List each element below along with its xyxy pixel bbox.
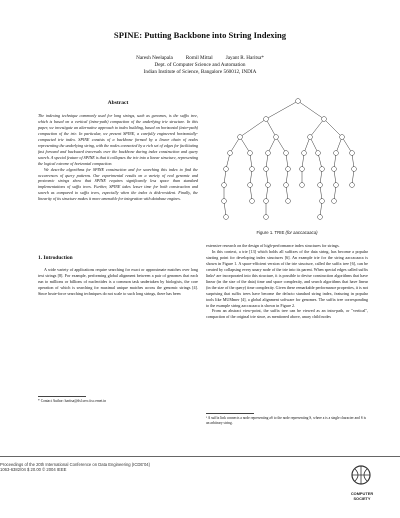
figure-trie — [206, 95, 368, 225]
logo-line: SOCIETY — [353, 496, 371, 501]
logo-line: COMPUTER — [350, 491, 374, 496]
abstract-heading: Abstract — [107, 100, 129, 106]
figure-caption — [206, 230, 368, 235]
footnote-divider — [206, 413, 254, 414]
body-paragraph: extensive research on the design of high-performance index structures for strings. — [206, 243, 340, 248]
figure-caption-label: Figure 1. TRIE — [256, 230, 286, 235]
trie-diagram — [206, 95, 368, 225]
computer-society-logo-icon — [339, 463, 383, 509]
bottom-divider — [0, 456, 400, 457]
footnote-contact: * Contact Author: haritsa@dsl.serc.iisc.ernet.in — [38, 399, 107, 403]
author-names: Naresh Neelapala Romil Mittal Jayant R. Haritsa* — [136, 55, 264, 61]
author-block — [0, 55, 400, 77]
right-column-body — [206, 243, 368, 320]
introduction-paragraph: A wide variety of applications require searching for exact or approximate matches over long text strings [8]. For example, performing global alignment between a pair of genomes that each run to millions or billions of nucleotides is a common task undertaken by biologists, the core operation of which is searching for maximal unique matches across the genomic strings [4]. Since brute-force searching techniques do not scale to such long strings, there has been — [38, 267, 198, 296]
footnote-suffix-link: ¹ A suffix link connects a node representing aS to the node representing S, where a is a single character and S is an arbitrary string. — [206, 416, 366, 425]
computer-society-logo-text — [337, 491, 387, 501]
footnote-divider — [38, 396, 86, 397]
abstract-paragraph: The indexing technique commonly used for long strings, such as genomes, is the suffix tree, which is based on a vertical (intra-path) compaction of the underlying trie structure. In this paper, we investigate an alternative approach to index building, based on horizontal (inter-path) compaction of the trie. In particular, we present SPINE, a carefully engineered horizontally-compacted trie index. SPINE consists of a backbone formed by a linear chain of nodes representing the underlying string, with the nodes connected by a rich set of edges for facilitating fast forward and backward traversals over the backbone during index construction and query search. A special feature of SPINE is that it collapses the trie into a linear structure, representing the logical extreme of horizontal compaction. — [38, 113, 198, 166]
abstract-paragraph: We describe algorithms for SPINE construction and for searching this index to find the occurrences of query patterns. Our experimental results on a variety of real genomic and proteomic strings show that SPINE requires significantly less space than standard implementations of suffix trees. Further, SPINE takes lesser time for both construction and search as compared to suffix trees, especially when the index is disk-resident. Finally, the linearity of its structure makes it more amenable for integration with database engines. — [38, 166, 198, 202]
copyright-line: 1063-6382/04 $ 20.00 © 2004 IEEE — [0, 467, 67, 473]
introduction-body — [38, 267, 198, 297]
author-institution: Indian Institute of Science, Bangalore 560012, INDIA — [143, 69, 257, 76]
body-paragraph: From an abstract view-point, the suffix tree can be viewed as an intra-path, or "vertical", compaction of the original trie since, as mentioned above, unary child nodes — [206, 308, 368, 320]
figure-caption-string: (for aaccacaaca) — [285, 230, 318, 235]
abstract-body — [38, 113, 198, 202]
section-heading-introduction: 1. Introduction — [38, 255, 73, 261]
proceedings-note — [0, 462, 150, 473]
author-department: Dept. of Computer Science and Automation — [154, 62, 246, 69]
proceedings-line: Proceedings of the 20th International Conference on Data Engineering (ICDE'04) — [0, 462, 151, 467]
paper-title: SPINE: Putting Backbone into String Indexing — [113, 30, 287, 40]
body-paragraph: In this context, a trie [13] which holds all suffixes of the data string, has become a popular starting point for developing index structures [6]. An example trie for the string aaccacaaca is shown in Figure 1. A space-efficient version of the trie structure, called the suffix tree [6], can be created by collapsing every unary node of the trie into its parent. When special edges called suffix links¹ are incorporated into this structure, it is possible to devise construction algorithms that have linear (in the size of the data) time and space complexity, and search algorithms that have linear (in the size of the query) time complexity. Given these remarkable performance properties, it is not surprising that suffix trees have become the defacto standard string index, featuring in popular tools like MUMmer [4], a global alignment software for genomes. The suffix tree corresponding to the example string aaccacaaca is shown in Figure 2. — [206, 248, 368, 308]
